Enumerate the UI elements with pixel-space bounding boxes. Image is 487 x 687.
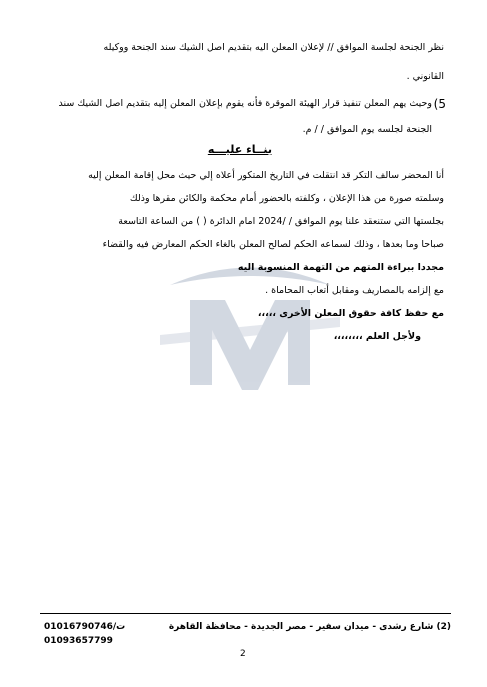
body-line-2: القانوني .: [406, 71, 444, 82]
main-line-8: ولأجل العلم ،،،،،،،،: [333, 331, 421, 342]
body-line-3: وحيث يهم المعلن تنفيذ قرار الهيئة الموقرة فأنه يقوم بإعلان المعلن إليه بتقديم اصل الشيك سند: [58, 98, 432, 109]
main-line-4: صباحا وما بعدها ، وذلك لسماعه الحكم لصالح المعلن بالغاء الحكم المعارض فيه والقضاء: [102, 239, 444, 250]
watermark-logo: [150, 255, 350, 405]
section-heading: بنــاء عليـــه: [207, 143, 272, 156]
footer-phone-2: 01093657799: [44, 636, 113, 646]
main-line-2: وسلمته صورة من هذا الإعلان ، وكلفته بالحضور أمام محكمة والكائن مقرها وذلك: [129, 193, 444, 204]
main-line-6: مع إلزامه بالمصاريف ومقابل أتعاب المحاماة .: [265, 285, 444, 296]
footer-address: (2) شارع رشدى - ميدان سفير - مصر الجديدة - محافظة القاهرة: [168, 622, 451, 632]
page-number: 2: [240, 649, 246, 659]
body-line-1: نظر الجنحة لجلسة الموافق // لإعلان المعلن اليه بتقديم اصل الشيك سند الجنحة ووكيله: [103, 42, 444, 53]
main-line-7: مع حفظ كافة حقوق المعلن الأخرى ،،،،،: [257, 308, 444, 319]
body-line-4: الجنحة لجلسه يوم الموافق / / م.: [302, 124, 432, 135]
main-line-5: مجددا ببراءة المتهم من التهمة المنسوبة اليه: [237, 262, 444, 273]
main-line-1: أنا المحضر سالف التكر قد انتقلت في التاريخ المتكور أعلاه إلي حيث محل إقامة المعلن إليه: [88, 170, 444, 181]
item-number: 5): [433, 97, 446, 111]
footer-phone-1: ت/01016790746: [44, 622, 126, 632]
footer-divider: [40, 613, 451, 614]
main-line-3: بجلستها التي ستنعقد علنا يوم الموافق / /2024 امام الدائرة ( ) من الساعة التاسعة: [118, 216, 444, 227]
